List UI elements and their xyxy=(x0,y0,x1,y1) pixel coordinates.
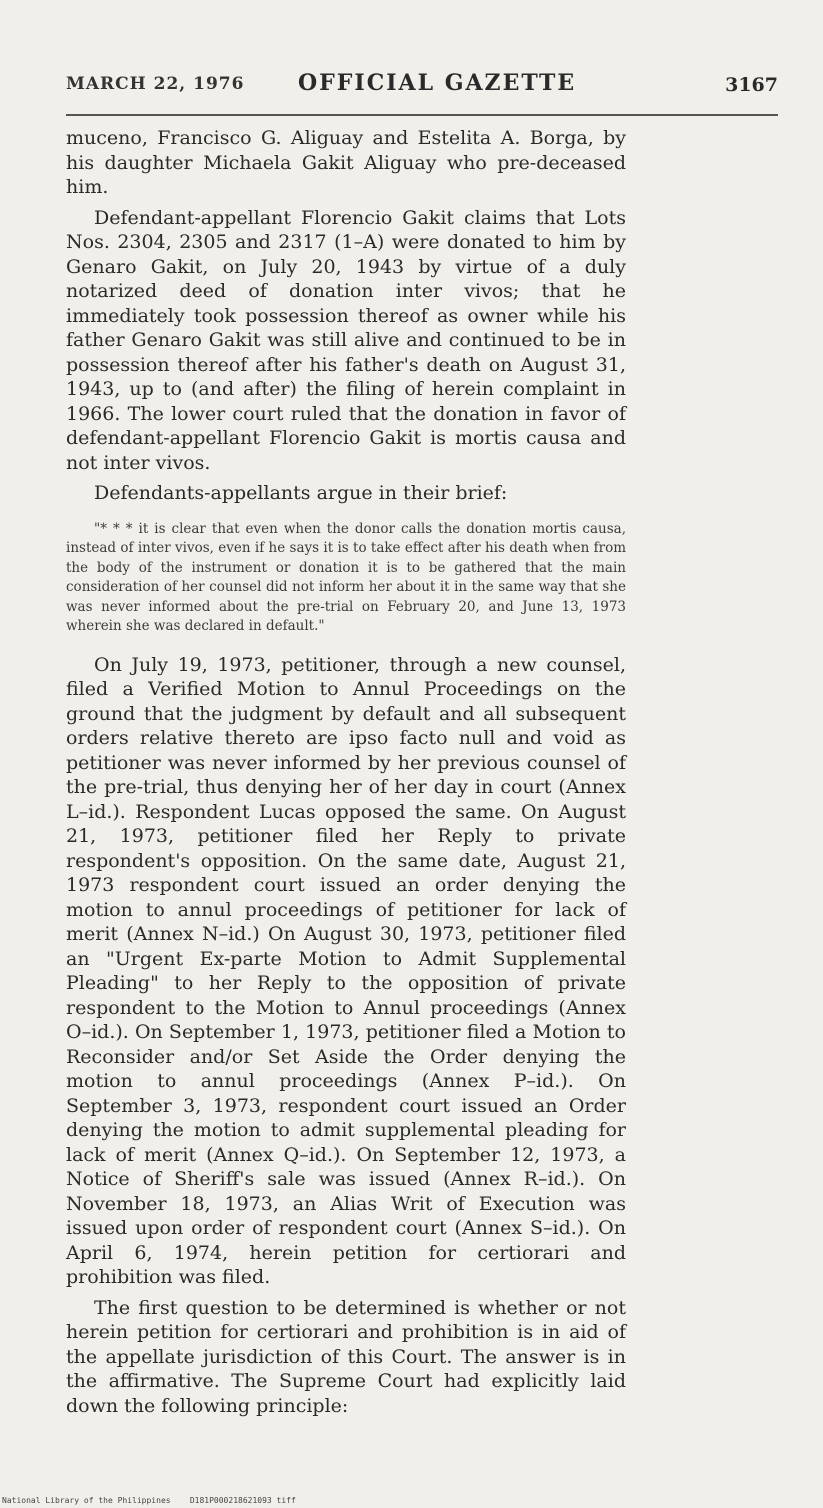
header-title: OFFICIAL GAZETTE xyxy=(298,70,577,96)
paragraph-2: Defendant-appellant Florencio Gakit claims that Lots Nos. 2304, 2305 and 2317 (1–A) were donated to him by Genaro Gakit, on July 20, 1943 by virtue of a duly notarized deed of donation inter vivos; that he immediately took possession thereof as owner while his father Genaro Gakit was still alive and continued to be in possession thereof after his father's death on August 31, 1943, up to (and after) the filing of herein complaint in 1966. The lower court ruled that the donation in favor of defendant-appellant Florencio Gakit is mortis causa and not inter vivos. xyxy=(66,206,626,474)
header-date: MARCH 22, 1976 xyxy=(66,74,245,94)
paragraph-1: muceno, Francisco G. Aliguay and Estelita A. Borga, by his daughter Michaela Gakit Aliguay who pre-deceased him. xyxy=(66,127,626,198)
scan-footer: National Library of the Philippines D181P000218621093 tiff xyxy=(2,1496,296,1505)
paragraph-4: On July 19, 1973, petitioner, through a new counsel, filed a Verified Motion to Annul Proceedings on the ground that the judgment by default and all subsequent orders relative thereto are ipso facto null and void as petitioner was never informed by her previous counsel of the pre-trial, thus denying her of her day in court (Annex L–id.). Respondent Lucas opposed the same. On August 21, 1973, petitioner filed her Reply to private respondent's opposition. On the same date, August 21, 1973 respondent court issued an order denying the motion to annul proceedings of petitioner for lack of merit (Annex N–id.) On August 30, 1973, petitioner filed an "Urgent Ex-parte Motion to Admit Supplemental Pleading" to her Reply to the opposition of private respondent to the Motion to Annul proceedings (Annex O–id.). On September 1, 1973, petitioner filed a Motion to Reconsider and/or Set Aside the Order denying the motion to annul proceedings (Annex P–id.). On September 3, 1973, respondent court issued an Order denying the motion to admit supplemental pleading for lack of merit (Annex Q–id.). On September 12, 1973, a Notice of Sheriff's sale was issued (Annex R–id.). On November 18, 1973, an Alias Writ of Execution was issued upon order of respondent court (Annex S–id.). On April 6, 1974, herein petition for certiorari and prohibition was filed. xyxy=(66,653,626,1288)
page-number: 3167 xyxy=(725,74,778,96)
paragraph-3: Defendants-appellants argue in their brief: xyxy=(94,482,508,504)
header-rule xyxy=(66,114,778,116)
paragraph-5: The first question to be determined is whether or not herein petition for certiorari and prohibition is in aid of the appellate jurisdiction of this Court. The answer is in the affirmative. The Supreme Court had explicitly laid down the following principle: xyxy=(66,1296,626,1417)
block-quote: "* * * it is clear that even when the donor calls the donation mortis causa, instead of inter vivos, even if he says it is to take effect after his death when from the body of the instrument or donation it is to be gathered that the main consideration of her counsel did not inform her about it in the same way that she was never informed about the pre-trial on February 20, and June 13, 1973 wherein she was declared in default." xyxy=(66,520,626,634)
page-header xyxy=(66,70,778,106)
body-text xyxy=(66,126,626,1418)
